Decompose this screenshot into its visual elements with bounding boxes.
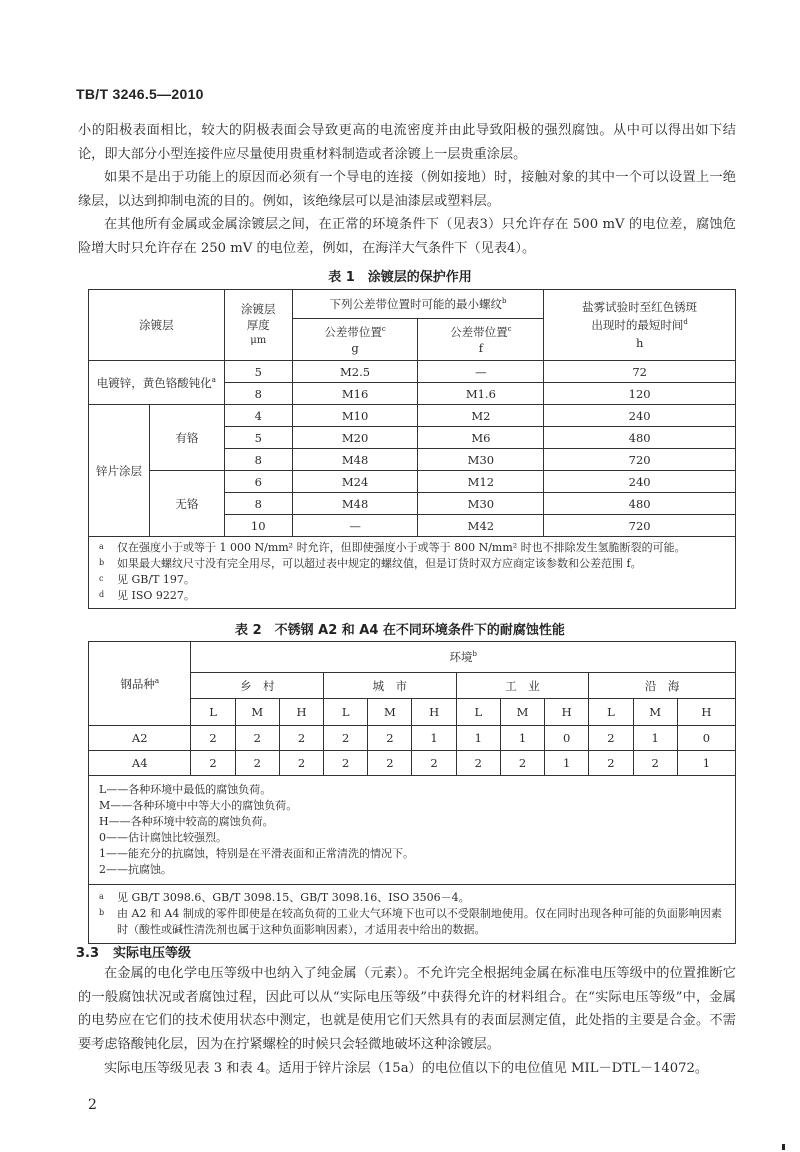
- t1-cell: —: [292, 515, 418, 537]
- table2-caption: 表 2 不锈钢 A2 和 A4 在不同环境条件下的耐腐蚀性能: [235, 623, 565, 638]
- page-number: 2: [88, 1097, 97, 1113]
- t1-cell: 480: [544, 493, 736, 515]
- t2-legend-item: 1——能充分的抗腐蚀，特别是在平滑表面和正常清洗的情况下。: [99, 847, 414, 860]
- t1-header-salt-spray: 盐雾试验时至红色锈斑 出现时的最短时间$^d$ h: [544, 290, 736, 361]
- t2-legend-item: H——各种环境中较高的腐蚀负荷。: [99, 815, 274, 828]
- t2-level: L: [324, 699, 368, 726]
- t2-env-coastal: 沿 海: [589, 673, 736, 699]
- t2-level: M: [235, 699, 279, 726]
- t2-cell: 0: [545, 726, 589, 751]
- t2-cell: 2: [412, 751, 456, 776]
- t2-header-environment: 环境$^b$: [191, 642, 736, 673]
- t2-cell: 1: [677, 751, 735, 776]
- t2-legend-item: M——各种环境中中等大小的腐蚀负荷。: [99, 799, 298, 812]
- t2-cell: 1: [500, 726, 544, 751]
- t1-cell: 72: [544, 361, 736, 383]
- t2-level: H: [279, 699, 323, 726]
- t1-cell: M2.5: [292, 361, 418, 383]
- t1-cell: M48: [292, 493, 418, 515]
- t2-footnote: a 见 GB/T 3098.6、GB/T 3098.15、GB/T 3098.16、ISO 3506－4。: [99, 891, 470, 904]
- table1-coating-protection: [88, 289, 736, 609]
- t1-group-zinc-flake: 锌片涂层: [89, 405, 150, 537]
- t1-cell: 10: [224, 515, 292, 537]
- table-row: [89, 405, 736, 427]
- t1-footnotes: [89, 537, 736, 609]
- t1-cell: M30: [418, 493, 544, 515]
- t1-cell: M16: [292, 383, 418, 405]
- section-heading: [76, 942, 191, 961]
- t2-cell: 2: [324, 726, 368, 751]
- t1-cell: 240: [544, 405, 736, 427]
- intro-paragraph-2: 如果不是出于功能上的原因而必须有一个导电的连接（例如接地）时，接触对象的其中一个可以设置上一绝缘层，以达到抑制电流的目的。例如，该绝缘层可以是油漆层或塑料层。: [78, 170, 736, 209]
- t2-env-rural: 乡 村: [191, 673, 324, 699]
- t1-cell: 6: [224, 471, 292, 493]
- t2-legend: [89, 776, 736, 885]
- t2-level: H: [545, 699, 589, 726]
- t1-cell: 5: [224, 427, 292, 449]
- t2-legend-item: 2——抗腐蚀。: [99, 863, 172, 876]
- t2-grade-cell: A2: [89, 726, 191, 751]
- t1-cell: M10: [292, 405, 418, 427]
- t2-cell: 2: [191, 726, 235, 751]
- t1-cell: 5: [224, 361, 292, 383]
- t2-cell: 2: [589, 726, 633, 751]
- t1-subgroup-without-cr: 无铬: [149, 471, 224, 537]
- t2-cell: 2: [456, 751, 500, 776]
- t1-cell: 120: [544, 383, 736, 405]
- t2-footnotes: [89, 885, 736, 944]
- t1-cell: M1.6: [418, 383, 544, 405]
- t1-cell: M12: [418, 471, 544, 493]
- t2-legend-item: L——各种环境中最低的腐蚀负荷。: [99, 783, 272, 796]
- t2-level: M: [368, 699, 412, 726]
- table-row: [89, 471, 736, 493]
- section-number: 3.3: [76, 946, 100, 961]
- t2-level: H: [677, 699, 735, 726]
- t1-cell: M24: [292, 471, 418, 493]
- table-row: [89, 726, 736, 751]
- t2-level: M: [633, 699, 677, 726]
- t2-cell: 0: [677, 726, 735, 751]
- t2-header-grade: 钢品种$^a$: [89, 642, 191, 726]
- t1-cell: M20: [292, 427, 418, 449]
- t2-cell: 2: [191, 751, 235, 776]
- t2-level: L: [589, 699, 633, 726]
- scan-mark: [782, 1144, 785, 1150]
- t1-cell: 8: [224, 493, 292, 515]
- t2-level: M: [500, 699, 544, 726]
- t1-cell: M6: [418, 427, 544, 449]
- t2-level: L: [456, 699, 500, 726]
- t2-footnote: b 由 A2 和 A4 制成的零件即使是在较高负荷的工业大气环境下也可以不受限制地使用。仅在同时出现各种可能的负面影响因素时（酸性或碱性清洗剂也属于这种负面影响因素），才适用表中给出的数据。: [99, 907, 722, 936]
- t2-cell: 2: [235, 751, 279, 776]
- table2-stainless-corrosion: [88, 641, 736, 944]
- t1-cell: 480: [544, 427, 736, 449]
- t2-cell: 2: [500, 751, 544, 776]
- t1-cell: M30: [418, 449, 544, 471]
- t1-cell: M2: [418, 405, 544, 427]
- section-paragraph-1: 在金属的电化学电压等级中也纳入了纯金属（元素）。不允许完全根据纯金属在标准电压等级中的位置推断它的一般腐蚀状况或者腐蚀过程，因此可以从“实际电压等级”中获得允许的材料组合。在“实际电压等级”中，金属的电势应在它们的技术使用状态中测定，也就是使用它们天然具有的表面层测定值，此处指的主要是合金。不需要考虑铬酸钝化层，因为在拧紧螺栓的时候只会轻微地破坏这种涂镀层。: [78, 966, 736, 1052]
- t2-cell: 1: [633, 726, 677, 751]
- t2-cell: 1: [412, 726, 456, 751]
- t1-header-coating: 涂镀层: [89, 290, 225, 361]
- section-paragraph-2: 实际电压等级见表 3 和表 4。适用于锌片涂层（15a）的电位值以下的电位值见 MIL－DTL－14072。: [104, 1061, 709, 1076]
- t2-cell: 1: [545, 751, 589, 776]
- t2-env-urban: 城 市: [324, 673, 457, 699]
- t1-cell: 4: [224, 405, 292, 427]
- t2-level: H: [412, 699, 456, 726]
- t2-cell: 1: [456, 726, 500, 751]
- t1-cell: 720: [544, 449, 736, 471]
- t1-cell: 240: [544, 471, 736, 493]
- t1-header-pos-f: 公差带位置$^c$ f: [418, 319, 544, 361]
- t1-cell: —: [418, 361, 544, 383]
- t1-cell: 720: [544, 515, 736, 537]
- t1-header-pos-g: 公差带位置$^c$ g: [292, 319, 418, 361]
- t2-cell: 2: [368, 751, 412, 776]
- t2-env-industrial: 工 业: [456, 673, 589, 699]
- t1-group-electro: 电镀锌，黄色铬酸钝化$^a$: [89, 361, 225, 405]
- t2-cell: 2: [368, 726, 412, 751]
- t1-footnote: a 仅在强度小于或等于 1 000 N/mm² 时允许，但即使强度小于或等于 800 N/mm² 时也不排除发生氢脆断裂的可能。: [99, 541, 686, 554]
- t1-cell: M48: [292, 449, 418, 471]
- t1-footnote: c 见 GB/T 197。: [99, 573, 195, 586]
- table-row: [89, 751, 736, 776]
- intro-paragraph-3: 在其他所有金属或金属涂镀层之间，在正常的环境条件下（见表3）只允许存在 500 mV 的电位差，腐蚀危险增大时只允许存在 250 mV 的电位差，例如，在海洋大气条件下（见表4）。: [78, 217, 736, 256]
- t1-cell: 8: [224, 383, 292, 405]
- table-row: [89, 361, 736, 383]
- t2-cell: 2: [589, 751, 633, 776]
- t2-cell: 2: [279, 726, 323, 751]
- t2-legend-item: 0——估计腐蚀比较强烈。: [99, 831, 227, 844]
- document-header-id: TB/T 3246.5—2010: [76, 86, 204, 102]
- t1-subgroup-with-cr: 有铬: [149, 405, 224, 471]
- t1-footnote: d 见 ISO 9227。: [99, 589, 195, 602]
- t2-cell: 2: [279, 751, 323, 776]
- t1-cell: 8: [224, 449, 292, 471]
- t2-level: L: [191, 699, 235, 726]
- t1-header-thickness: 涂镀层 厚度 μm: [224, 290, 292, 361]
- t2-cell: 2: [235, 726, 279, 751]
- table1-caption: 表 1 涂镀层的保护作用: [328, 270, 472, 285]
- t1-footnote: b 如果最大螺纹尺寸没有完全用尽，可以超过表中规定的螺纹值，但是订货时双方应商定该参数和公差范围 f。: [99, 557, 642, 570]
- t1-header-min-thread: 下列公差带位置时可能的最小螺纹$^b$: [292, 290, 544, 319]
- t2-cell: 2: [324, 751, 368, 776]
- section-title: 实际电压等级: [113, 946, 192, 961]
- intro-paragraph-1: 小的阳极表面相比，较大的阴极表面会导致更高的电流密度并由此导致阳极的强烈腐蚀。从中可以得出如下结论，即大部分小型连接件应尽量使用贵重材料制造或者涂镀上一层贵重涂层。: [78, 123, 736, 162]
- t2-grade-cell: A4: [89, 751, 191, 776]
- t1-cell: M42: [418, 515, 544, 537]
- t2-cell: 2: [633, 751, 677, 776]
